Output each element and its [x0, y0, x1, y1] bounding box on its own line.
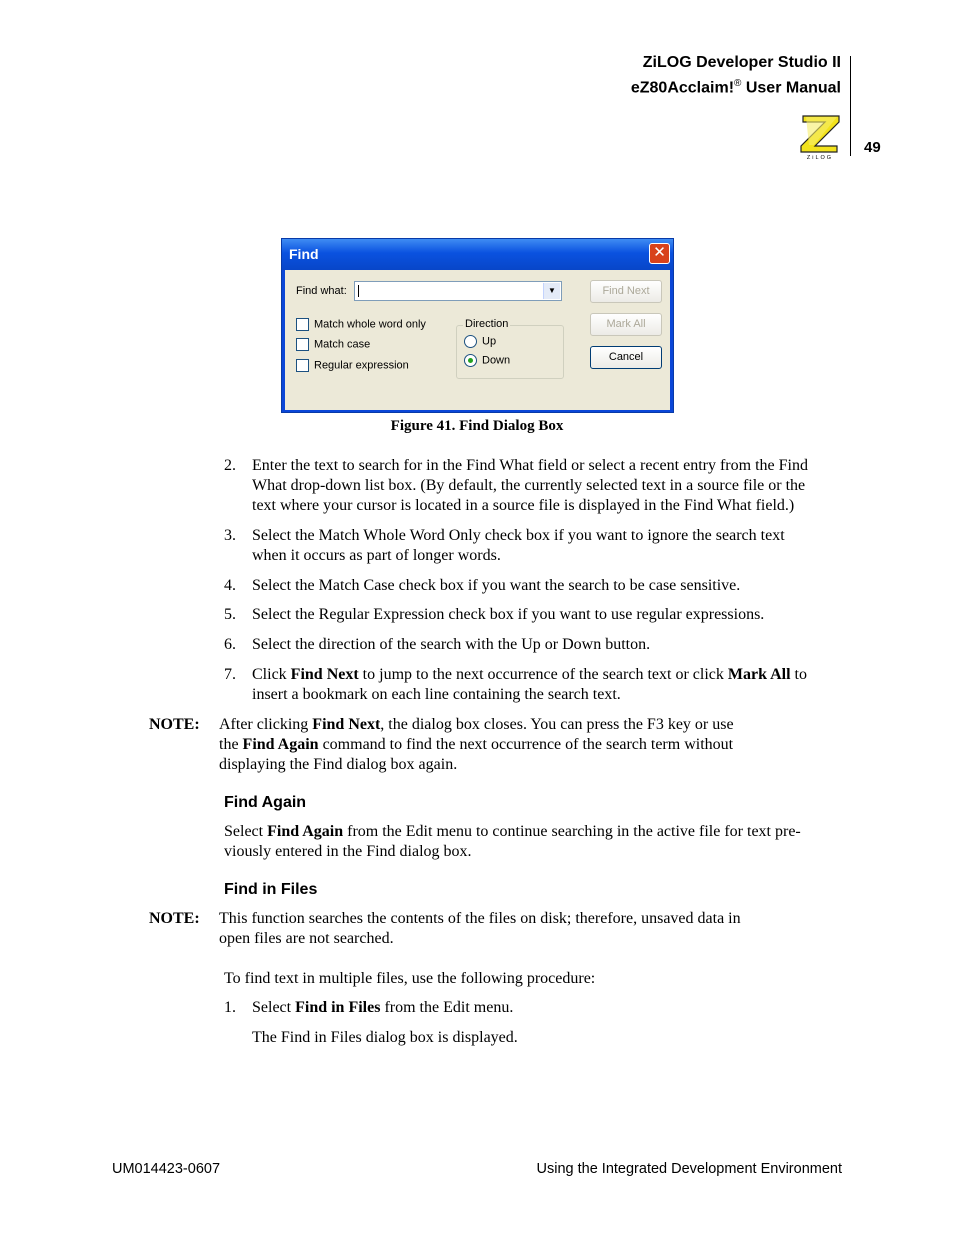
match-whole-word-checkbox[interactable] [296, 318, 426, 331]
step-number: 2. [224, 457, 236, 474]
page-number: 49 [864, 139, 881, 156]
checkbox-icon [296, 359, 309, 372]
step-text: Enter the text to search for in the Find What field or select a recent entry from the Find What drop-down list box. (By default, the currently selected text in a source file or the text where your cursor is located in a source file is displayed in the Find What field.) [252, 457, 808, 514]
header-rule [850, 56, 851, 156]
close-icon[interactable]: ✕ [649, 243, 670, 264]
step-number: 4. [224, 577, 236, 594]
figure-caption: Figure 41. Find Dialog Box [390, 418, 564, 434]
step-result: The Find in Files dialog box is displayed. [252, 1029, 518, 1046]
step-number: 7. [224, 666, 236, 683]
step-text: Select the direction of the search with the Up or Down button. [252, 636, 651, 653]
footer-doc-id: UM014423-0607 [112, 1161, 221, 1177]
cancel-button[interactable]: Cancel [590, 346, 662, 369]
direction-label: Direction [465, 318, 509, 330]
radio-label: Up [482, 335, 497, 348]
direction-down-radio[interactable] [464, 354, 510, 367]
dialog-titlebar [282, 239, 673, 270]
find-again-heading: Find Again [224, 794, 307, 811]
checkbox-icon [296, 318, 309, 331]
header-title-line2: eZ80Acclaim!® User Manual [630, 78, 841, 97]
find-next-button[interactable]: Find Next [590, 280, 662, 303]
note-text: This function searches the contents of the files on disk; therefore, unsaved data in open files are not searched. [219, 910, 741, 947]
direction-group [456, 318, 564, 379]
note-label: NOTE: [149, 910, 200, 927]
logo-wordmark: ZiLOG [806, 155, 834, 160]
step-number: 3. [224, 527, 236, 544]
checkbox-label: Regular expression [314, 359, 409, 372]
radio-selected-icon [464, 354, 477, 367]
mark-all-button[interactable]: Mark All [590, 313, 662, 336]
find-what-label: Find what: [296, 285, 347, 297]
procedure-intro: To find text in multiple files, use the following procedure: [224, 970, 596, 987]
regular-expression-checkbox[interactable] [296, 359, 409, 372]
find-in-files-heading: Find in Files [224, 881, 318, 898]
step-text: Select the Match Case check box if you want the search to be case sensitive. [252, 577, 741, 594]
step-number: 5. [224, 606, 236, 623]
text-caret [358, 285, 359, 297]
step-number: 6. [224, 636, 236, 653]
match-case-checkbox[interactable] [296, 338, 370, 351]
step-text: Select Find in Files from the Edit menu. [252, 999, 514, 1016]
step-text: Select the Regular Expression check box if you want to use regular expressions. [252, 606, 765, 623]
note-label: NOTE: [149, 716, 200, 733]
find-again-text: Select Find Again from the Edit menu to continue searching in the active file for text pre- viously entered in the Find dialog box. [224, 823, 801, 860]
find-dialog-figure [281, 238, 674, 413]
dialog-body [285, 270, 670, 410]
step-number: 1. [224, 999, 236, 1016]
direction-up-radio[interactable] [464, 335, 496, 348]
step-text: Click Find Next to jump to the next occurrence of the search text or click Mark All to insert a bookmark on each line containing the search text. [252, 666, 807, 703]
step-text: Select the Match Whole Word Only check box if you want to ignore the search text when it occurs as part of longer words. [252, 527, 785, 564]
find-what-combobox[interactable] [354, 281, 562, 301]
radio-label: Down [482, 354, 511, 367]
note-text: After clicking Find Next, the dialog box closes. You can press the F3 key or use the Find Again command to find the next occurrence of the search term without displaying the Find dialog box again. [219, 716, 734, 773]
zilog-logo [797, 112, 843, 160]
checkbox-label: Match case [314, 338, 371, 351]
checkbox-label: Match whole word only [314, 318, 426, 331]
footer-section: Using the Integrated Development Environment [536, 1161, 842, 1177]
checkbox-icon [296, 338, 309, 351]
running-header [631, 52, 841, 98]
header-title-line1: ZiLOG Developer Studio II [642, 54, 841, 71]
dialog-title: Find [289, 246, 319, 262]
radio-icon [464, 335, 477, 348]
chevron-down-icon[interactable]: ▼ [543, 283, 560, 299]
